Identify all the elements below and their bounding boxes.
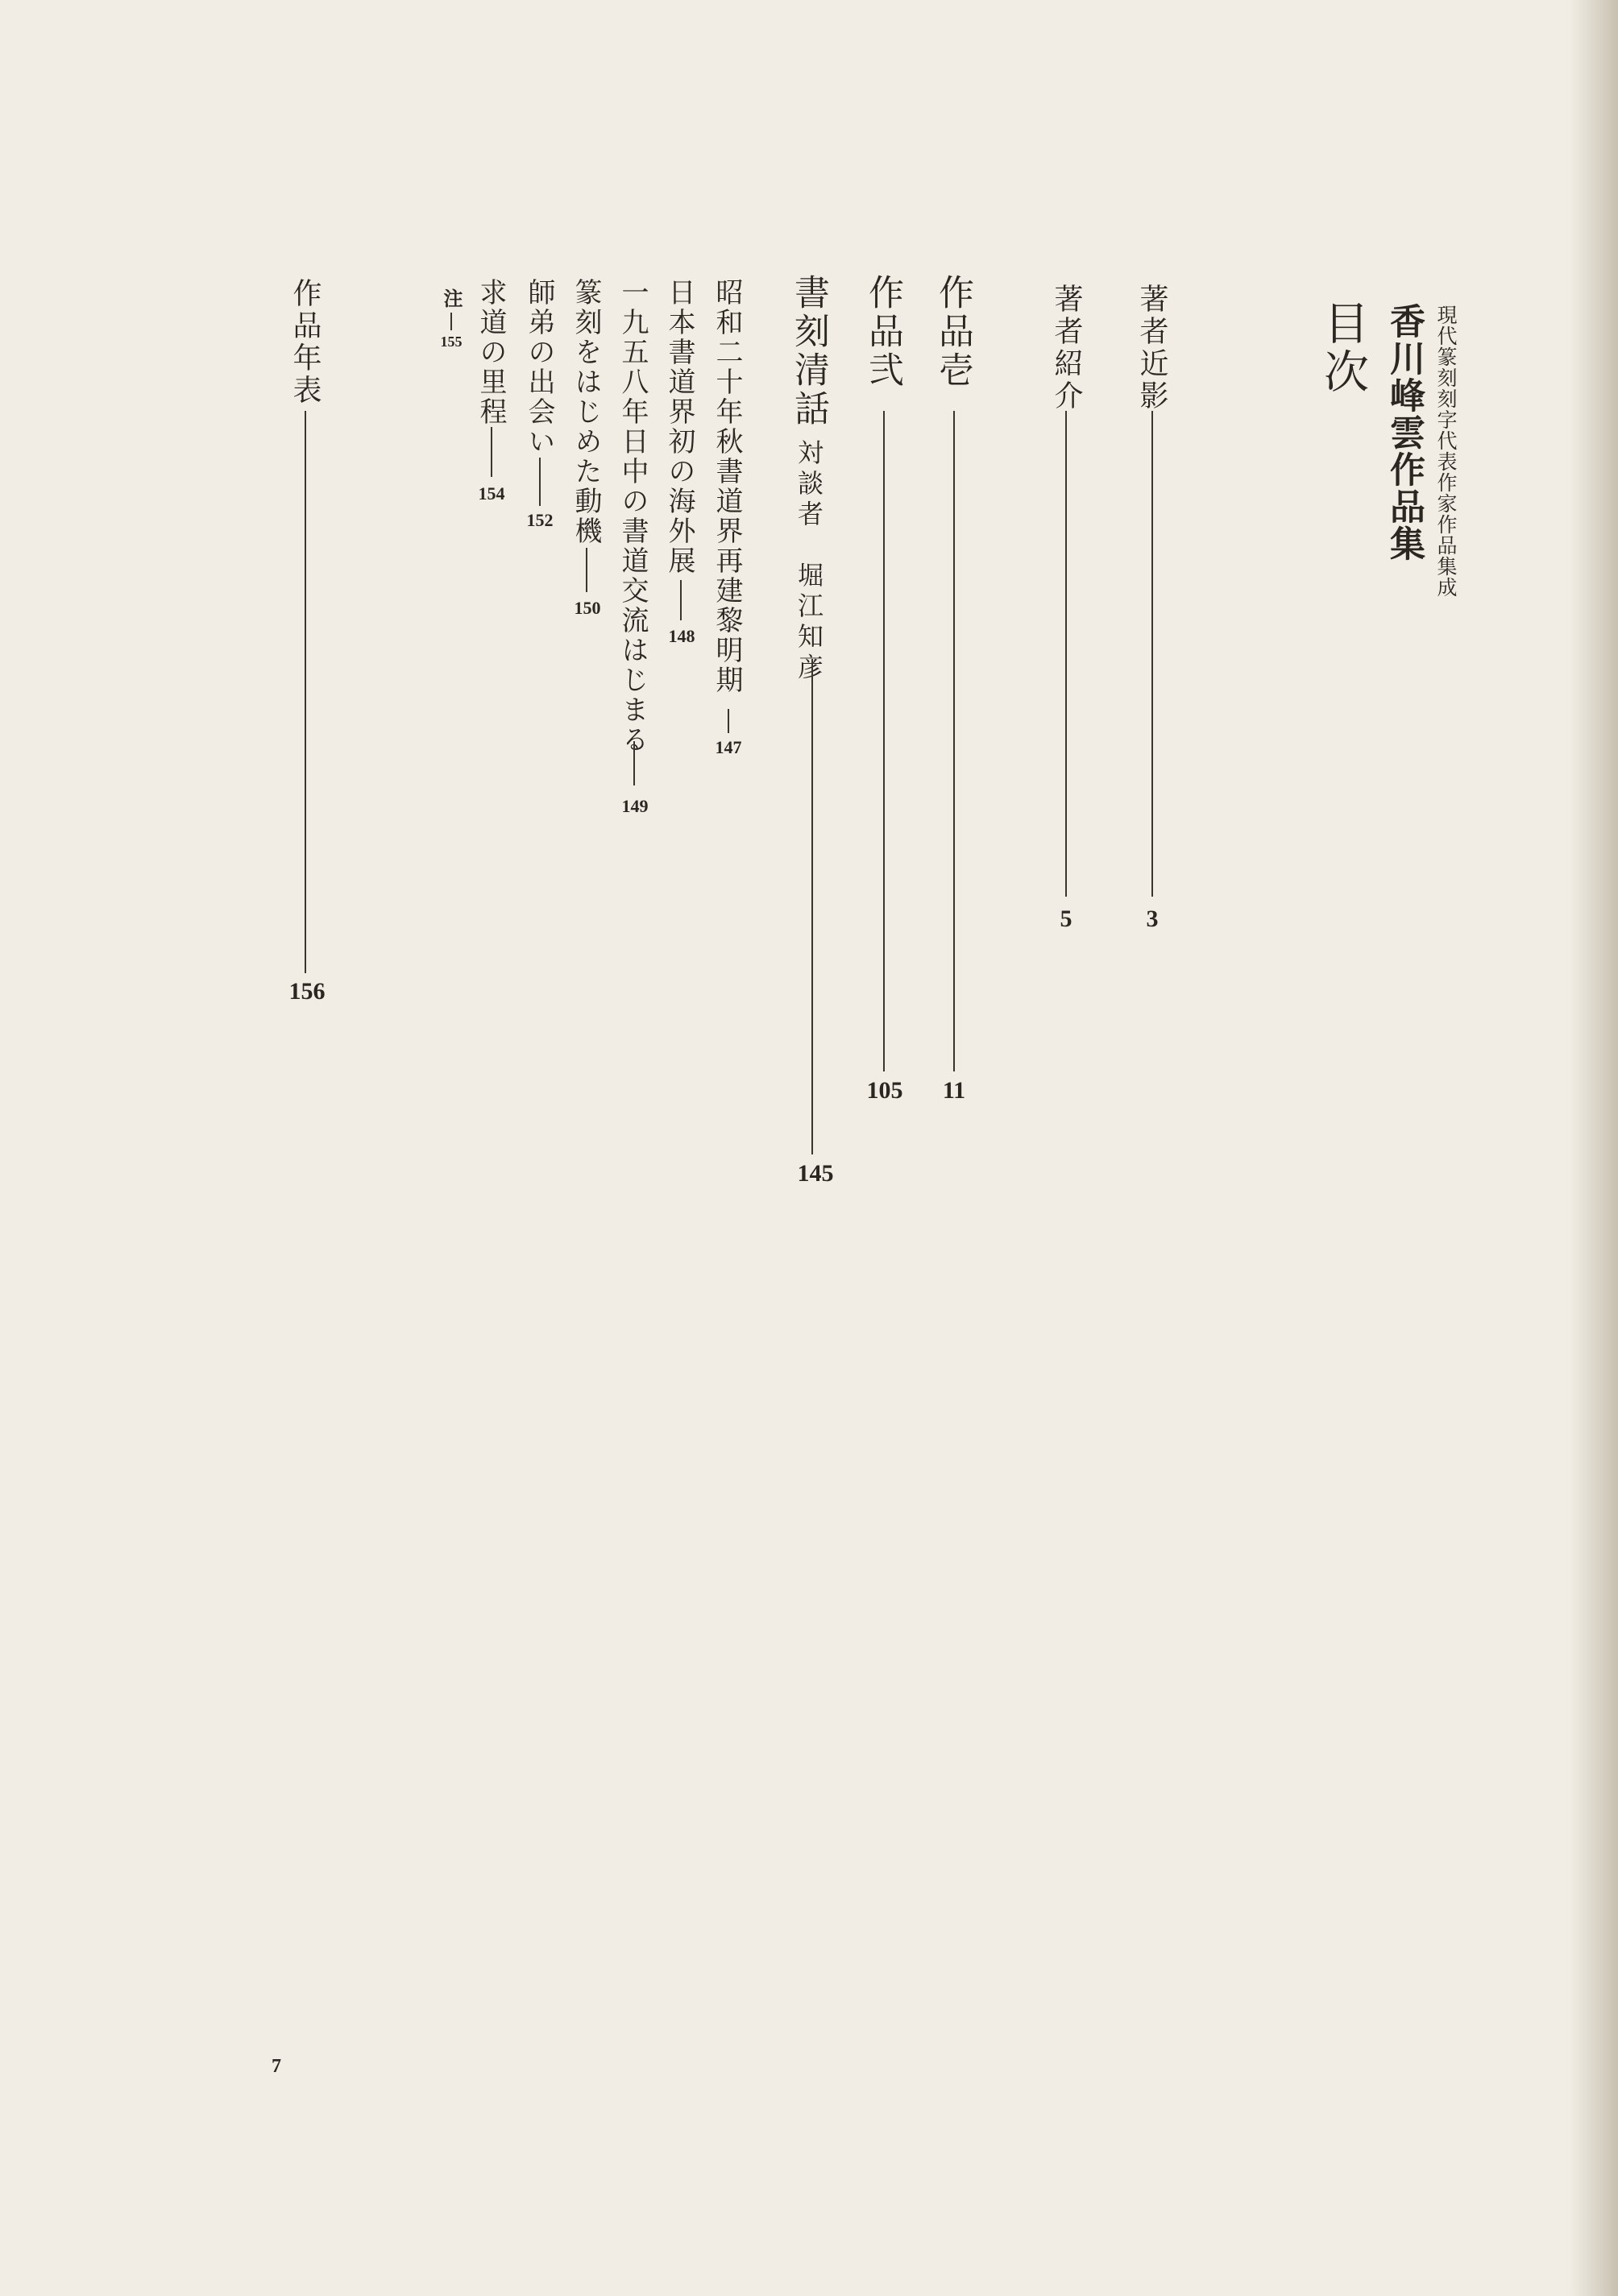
- leader-line: [728, 709, 729, 733]
- toc-entry-page: 147: [715, 737, 742, 757]
- toc-entry-page: 5: [1060, 906, 1072, 932]
- leader-line: [1151, 411, 1153, 897]
- toc-entry-title: 作品壱: [932, 274, 973, 390]
- toc-entry-page: 11: [942, 1077, 966, 1104]
- series-title: 現代篆刻刻字代表作家作品集成: [1434, 305, 1458, 598]
- leader-line: [539, 458, 541, 506]
- toc-entry-page: 154: [478, 483, 505, 504]
- toc-entry-title: 日本書道界初の海外展: [663, 278, 695, 576]
- toc-entry-page: 156: [288, 978, 326, 1005]
- toc-entry-title: 一九五八年日中の書道交流はじまる: [616, 278, 649, 755]
- toc-entry-page: 148: [668, 626, 695, 646]
- leader-line: [1065, 411, 1067, 897]
- toc-entry-page: 152: [526, 510, 554, 530]
- leader-line: [491, 427, 492, 477]
- leader-line: [305, 411, 306, 973]
- page-edge: [1570, 0, 1618, 2296]
- leader-line: [811, 659, 813, 1154]
- toc-entry-page: 145: [797, 1160, 834, 1187]
- page-number: 7: [272, 2056, 281, 2077]
- toc-heading: 目次: [1317, 300, 1369, 396]
- toc-entry-title: 昭和二十年秋書道界再建黎明期: [711, 278, 743, 695]
- leader-line: [680, 580, 682, 620]
- leader-line: [586, 548, 587, 592]
- leader-line: [883, 411, 885, 1071]
- toc-entry-page: 105: [866, 1077, 903, 1104]
- leader-line: [450, 313, 452, 330]
- leader-line: [633, 741, 635, 785]
- toc-entry-title: 著者紹介: [1050, 284, 1083, 412]
- toc-entry-page: 149: [621, 796, 649, 816]
- toc-entry-subtitle: 対談者 堀江知彦: [794, 439, 824, 684]
- toc-entry-title: 篆刻をはじめた動機: [570, 278, 602, 546]
- toc-entry-page: 150: [574, 598, 601, 618]
- toc-entry-title: 作品弐: [862, 274, 903, 390]
- toc-entry-title: 著者近影: [1135, 284, 1168, 412]
- leader-line: [953, 411, 955, 1071]
- toc-entry-title: 師弟の出会い: [523, 278, 555, 457]
- toc-entry-title: 作品年表: [288, 278, 322, 407]
- toc-entry-page: 155: [440, 334, 463, 350]
- book-title: 香川峰雲作品集: [1384, 303, 1425, 562]
- toc-entry-title: 注: [440, 288, 463, 308]
- toc-entry-page: 3: [1146, 906, 1159, 932]
- toc-entry-title: 求道の里程: [475, 278, 507, 427]
- toc-entry-title: 書刻清話: [788, 274, 829, 429]
